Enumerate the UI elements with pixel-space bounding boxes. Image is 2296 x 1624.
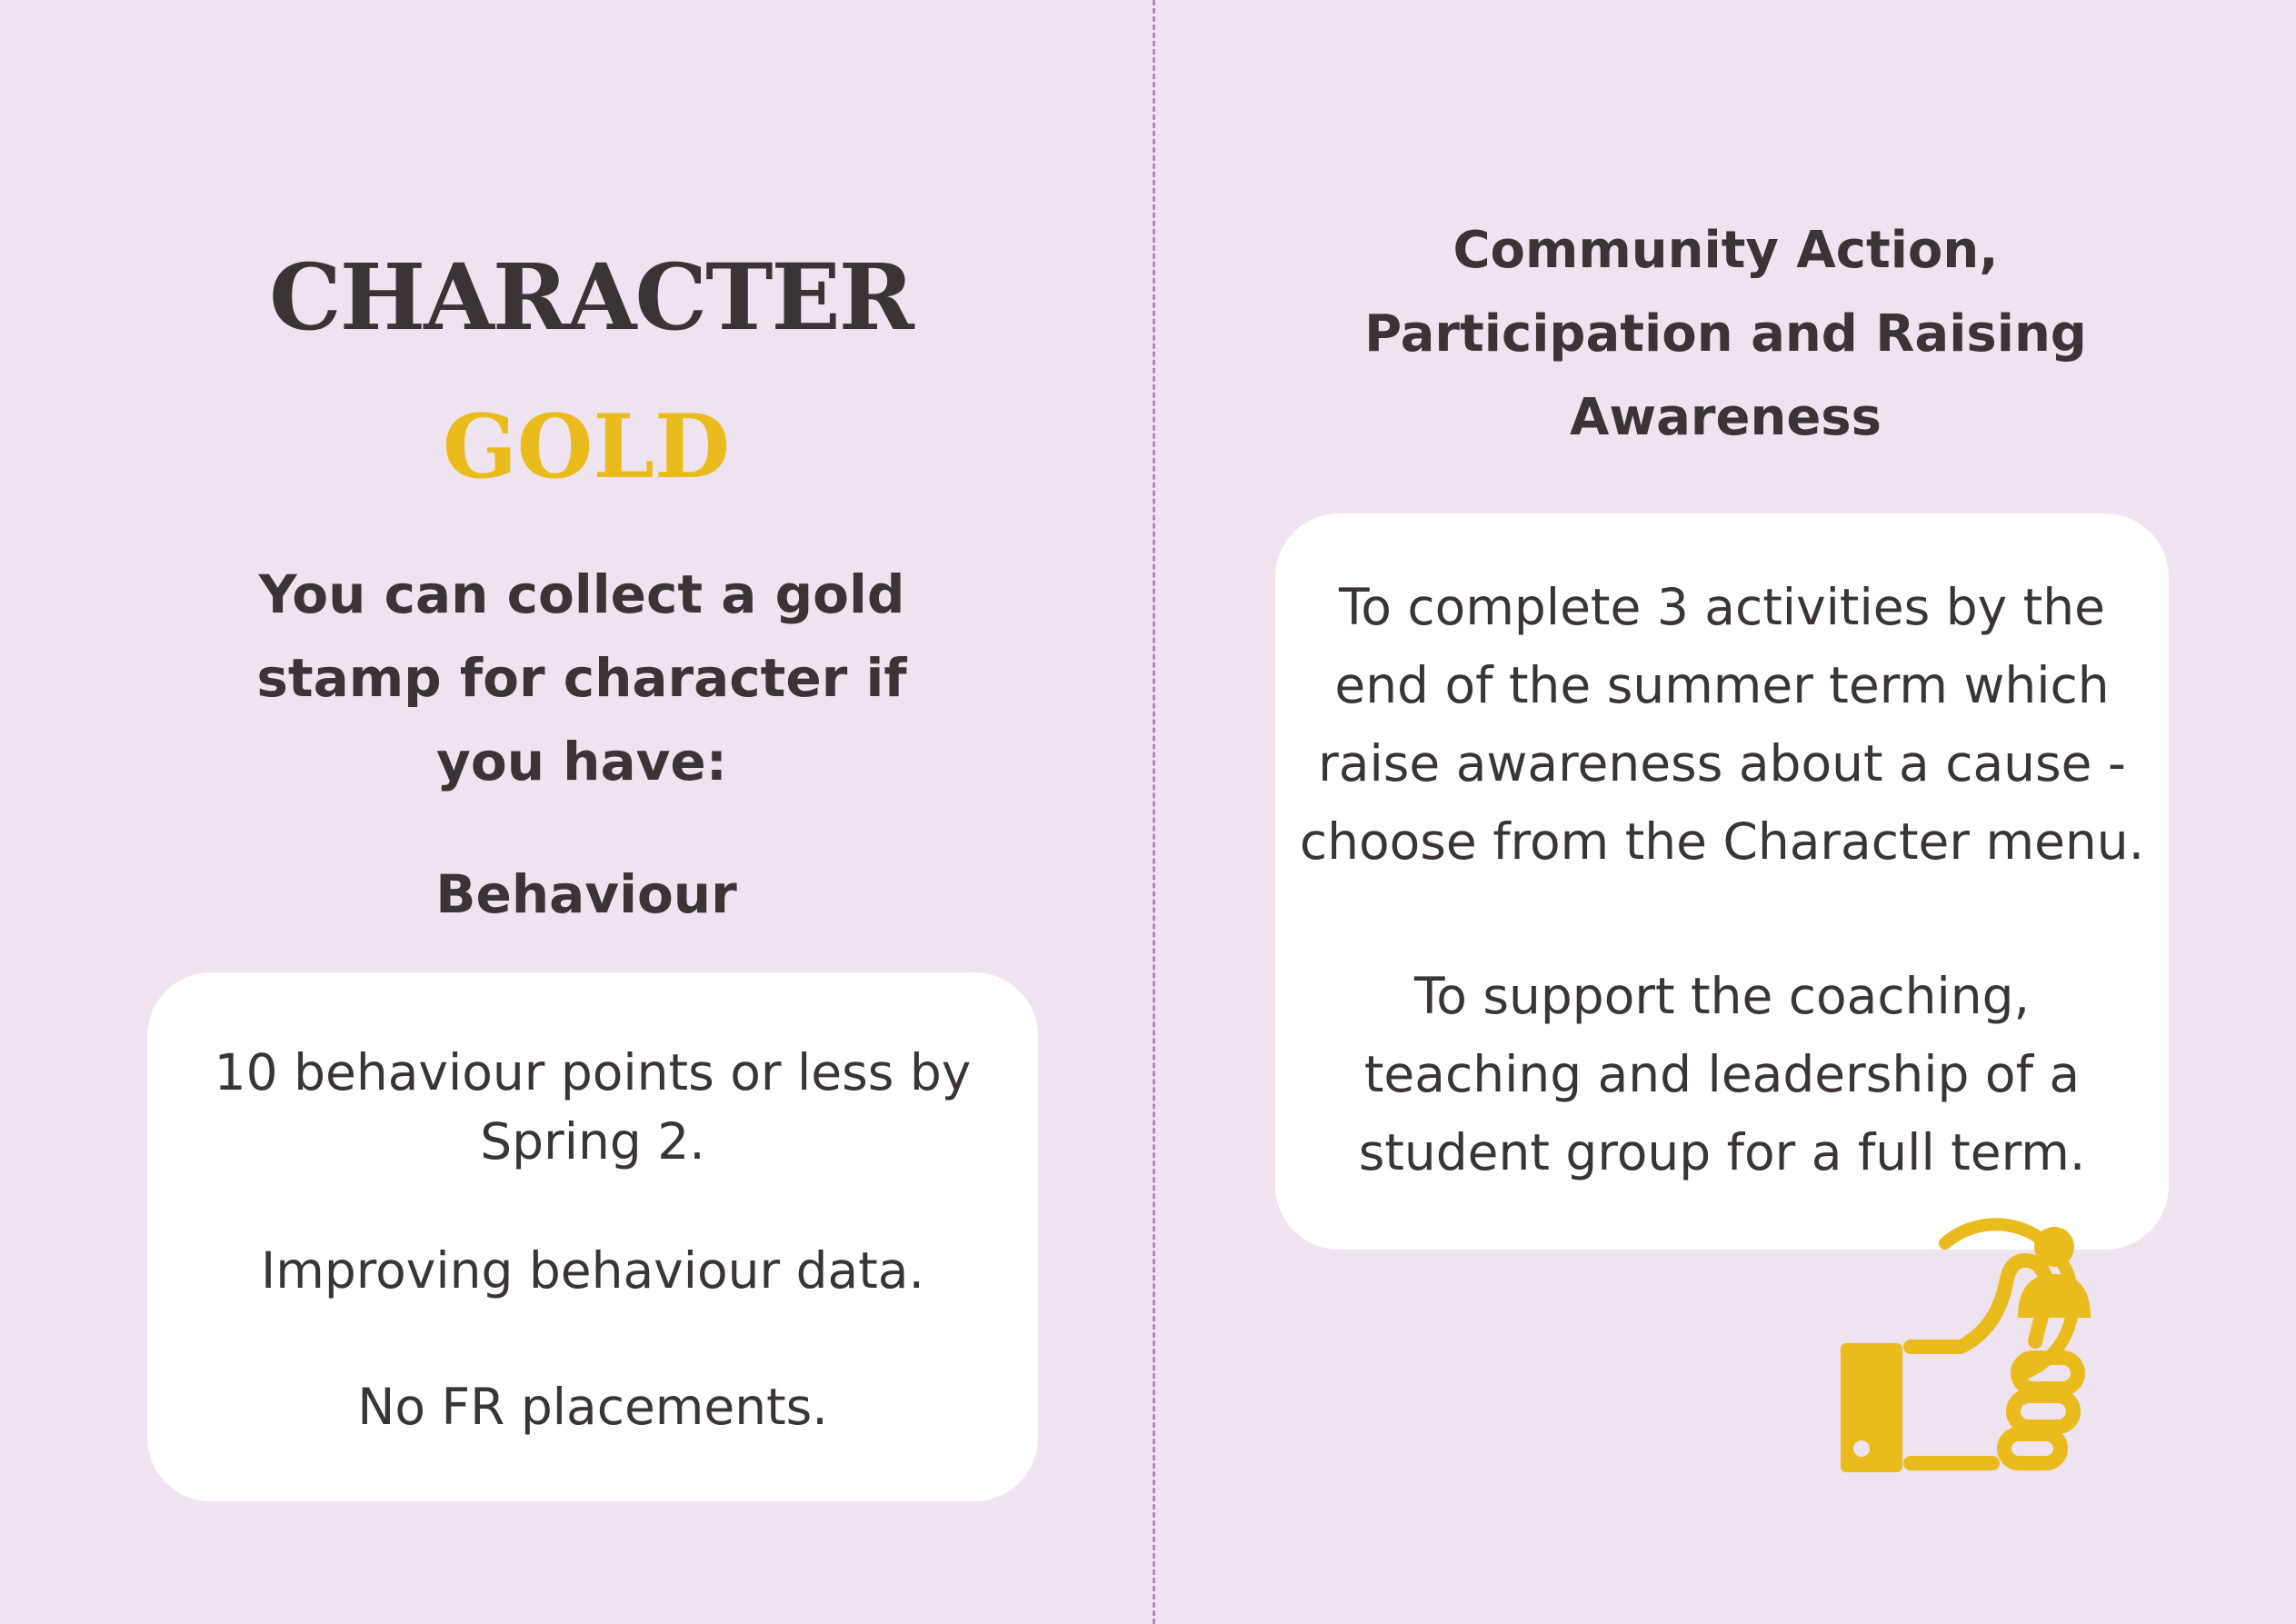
heading-line: Community Action, [1452, 221, 1999, 280]
level-label: GOLD [442, 395, 731, 498]
criterion-item [147, 1372, 1038, 1441]
criterion-line: raise awareness about a cause - [1318, 734, 2126, 792]
page-title: CHARACTER [269, 244, 913, 351]
criterion-line: 10 behaviour points or less by [214, 1043, 972, 1101]
criterion-item [1275, 957, 2169, 1191]
intro-text [227, 553, 936, 803]
heading-line: Awareness [1570, 388, 1882, 447]
criterion-line: No FR placements. [357, 1378, 828, 1436]
criterion-line: Spring 2. [480, 1112, 705, 1171]
criterion-line: To complete 3 activities by the [1339, 578, 2105, 636]
community-heading [1155, 209, 2296, 460]
intro-line: you have: [436, 731, 727, 792]
criterion-item [147, 1038, 1038, 1176]
criterion-item [1275, 568, 2169, 881]
behaviour-heading: Behaviour [435, 863, 737, 925]
behaviour-criteria-card [147, 972, 1038, 1501]
criterion-line: choose from the Character menu. [1299, 812, 2145, 871]
criterion-line: teaching and leadership of a [1363, 1045, 2081, 1103]
thumbs-up-user-icon [1827, 1191, 2154, 1481]
heading-line: Participation and Raising [1364, 304, 2087, 364]
intro-line: You can collect a gold [258, 563, 905, 625]
community-criteria-card [1275, 513, 2169, 1250]
intro-line: stamp for character if [256, 647, 907, 709]
criterion-item [147, 1236, 1038, 1305]
criterion-line: Improving behaviour data. [261, 1241, 924, 1300]
criterion-line: end of the summer term which [1334, 656, 2110, 714]
criterion-line: To support the coaching, [1414, 967, 2030, 1025]
criterion-line: student group for a full term. [1358, 1123, 2086, 1181]
